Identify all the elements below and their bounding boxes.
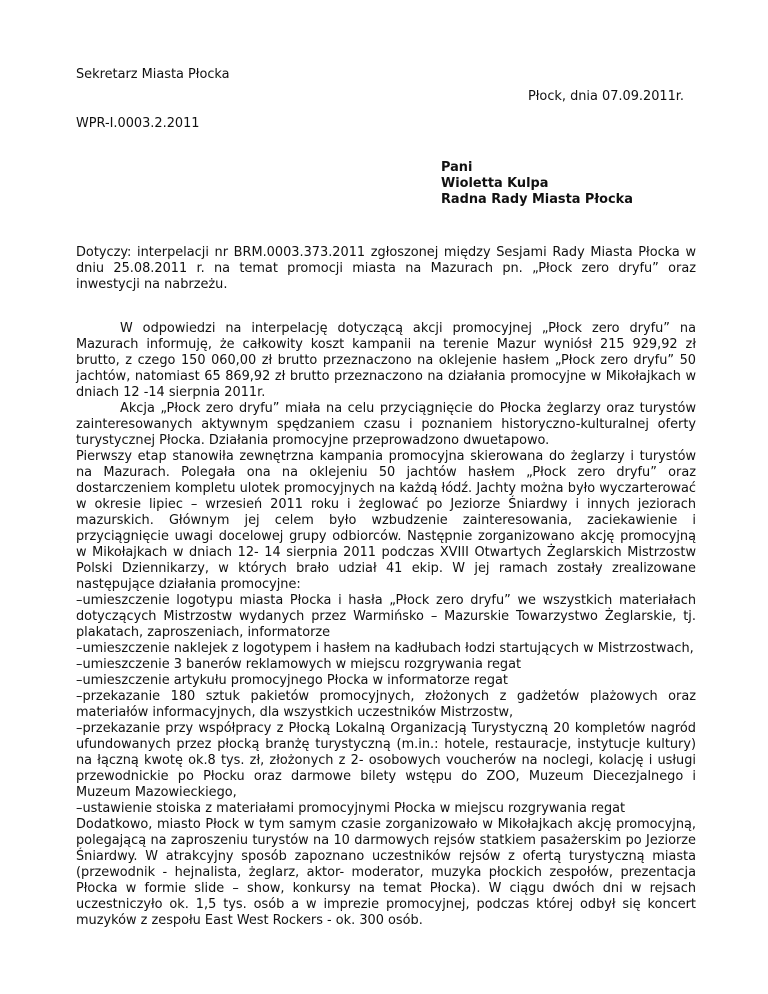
list-item: –umieszczenie logotypu miasta Płocka i hasła „Płock zero dryfu” we wszystkich materiałach dotyczących Mistrzostw wydanych przez Warmińsko – Mazurskie Towarzystwo Żeglarskie, tj. plakatach, zaproszeniach, informatorze: [76, 593, 696, 640]
body-paragraph: Dodatkowo, miasto Płock w tym samym czasie zorganizowało w Mikołajkach akcję promocyjną, polegającą na zaproszeniu turystów na 10 darmowych rejsów statkiem pasażerskim po Jeziorze Śniardwy. W atrakcyjny sposób zapoznano uczestników rejsów z ofertą turystyczną miasta (przewodnik - hejnalista, żeglarz, aktor- moderator, muzyka płockich zespołów, prezentacja Płocka w formie slide – show, konkursy na temat Płocka). W ciągu dwóch dni w rejsach uczestniczyło ok. 1,5 tys. osób a w imprezie promocyjnej, podczas której odbył się koncert muzyków z zespołu East West Rockers - ok. 300 osób.: [76, 817, 696, 928]
addressee-salutation: Pani: [441, 160, 473, 175]
list-item: –umieszczenie naklejek z logotypem i hasłem na kadłubach łodzi startujących w Mistrzostwach,: [76, 641, 694, 656]
list-item: –ustawienie stoiska z materiałami promocyjnymi Płocka w miejscu rozgrywania regat: [76, 801, 626, 816]
subject-line: Dotyczy: interpelacji nr BRM.0003.373.2011 zgłoszonej między Sesjami Rady Miasta Płocka w dniu 25.08.2011 r. na temat promocji miasta na Mazurach pn. „Płock zero dryfu” oraz inwestycji na nabrzeżu.: [76, 245, 696, 292]
addressee-block: [441, 160, 633, 208]
list-item: –przekazanie przy współpracy z Płocką Lokalną Organizacją Turystyczną 20 kompletów nagród ufundowanych przez płocką branżę turystyczną (m.in.: hotele, restauracje, instytucje kultury) na łączną kwotę ok.8 tys. zł, złożonych z 2- osobowych voucherów na noclegi, kolację i usługi przewodnickie po Płocku oraz darmowe bilety wstępu do ZOO, Muzeum Diecezjalnego i Muzeum Mazowieckiego,: [76, 721, 696, 800]
list-item: –umieszczenie artykułu promocyjnego Płocka w informatorze regat: [76, 673, 508, 688]
letter-body: [76, 321, 696, 929]
addressee-position: Radna Rady Miasta Płocka: [441, 192, 633, 207]
place-date: Płock, dnia 07.09.2011r.: [528, 89, 685, 104]
body-paragraph: Pierwszy etap stanowiła zewnętrzna kampania promocyjna skierowana do żeglarzy i turystów na Mazurach. Polegała ona na oklejeniu 50 jachtów hasłem „Płock zero dryfu” oraz dostarczeniem kompletu ulotek promocyjnych na każdą łódź. Jachty można było wyczarterować w okresie lipiec – wrzesień 2011 roku i żeglować po Jeziorze Śniardwy i innych jeziorach mazurskich. Głównym jej celem było wzbudzenie zainteresowania, zaciekawienie i przyciągnięcie uwagi docelowej grupy odbiorców. Następnie zorganizowano akcję promocyjną w Mikołajkach w dniach 12- 14 sierpnia 2011 podczas XVIII Otwartych Żeglarskich Mistrzostw Polski Dziennikarzy, w których brało udział 41 ekip. W jej ramach zostały zrealizowane następujące działania promocyjne:: [76, 449, 696, 592]
addressee-name: Wioletta Kulpa: [441, 176, 549, 191]
promotion-activities-list: [76, 593, 696, 817]
list-item: –umieszczenie 3 banerów reklamowych w miejscu rozgrywania regat: [76, 657, 522, 672]
body-paragraph: W odpowiedzi na interpelację dotyczącą akcji promocyjnej „Płock zero dryfu” na Mazurach informuję, że całkowity koszt kampanii na terenie Mazur wyniósł 215 929,92 zł brutto, z czego 150 060,00 zł brutto przeznaczono na oklejenie hasłem „Płock zero dryfu” 50 jachtów, natomiast 65 869,92 zł brutto przeznaczono na działania promocyjne w Mikołajkach w dniach 12 -14 sierpnia 2011r.: [76, 321, 696, 400]
reference-number: WPR-I.0003.2.2011: [76, 116, 200, 131]
sender-title: Sekretarz Miasta Płocka: [76, 67, 230, 82]
body-paragraph: Akcja „Płock zero dryfu” miała na celu przyciągnięcie do Płocka żeglarzy oraz turystów zainteresowanych aktywnym spędzaniem czasu i poznaniem historyczno-kulturalnej oferty turystycznej Płocka. Działania promocyjne przeprowadzono dwuetapowo.: [76, 401, 696, 448]
list-item: –przekazanie 180 sztuk pakietów promocyjnych, złożonych z gadżetów plażowych oraz materiałów informacyjnych, dla wszystkich uczestników Mistrzostw,: [76, 689, 696, 720]
